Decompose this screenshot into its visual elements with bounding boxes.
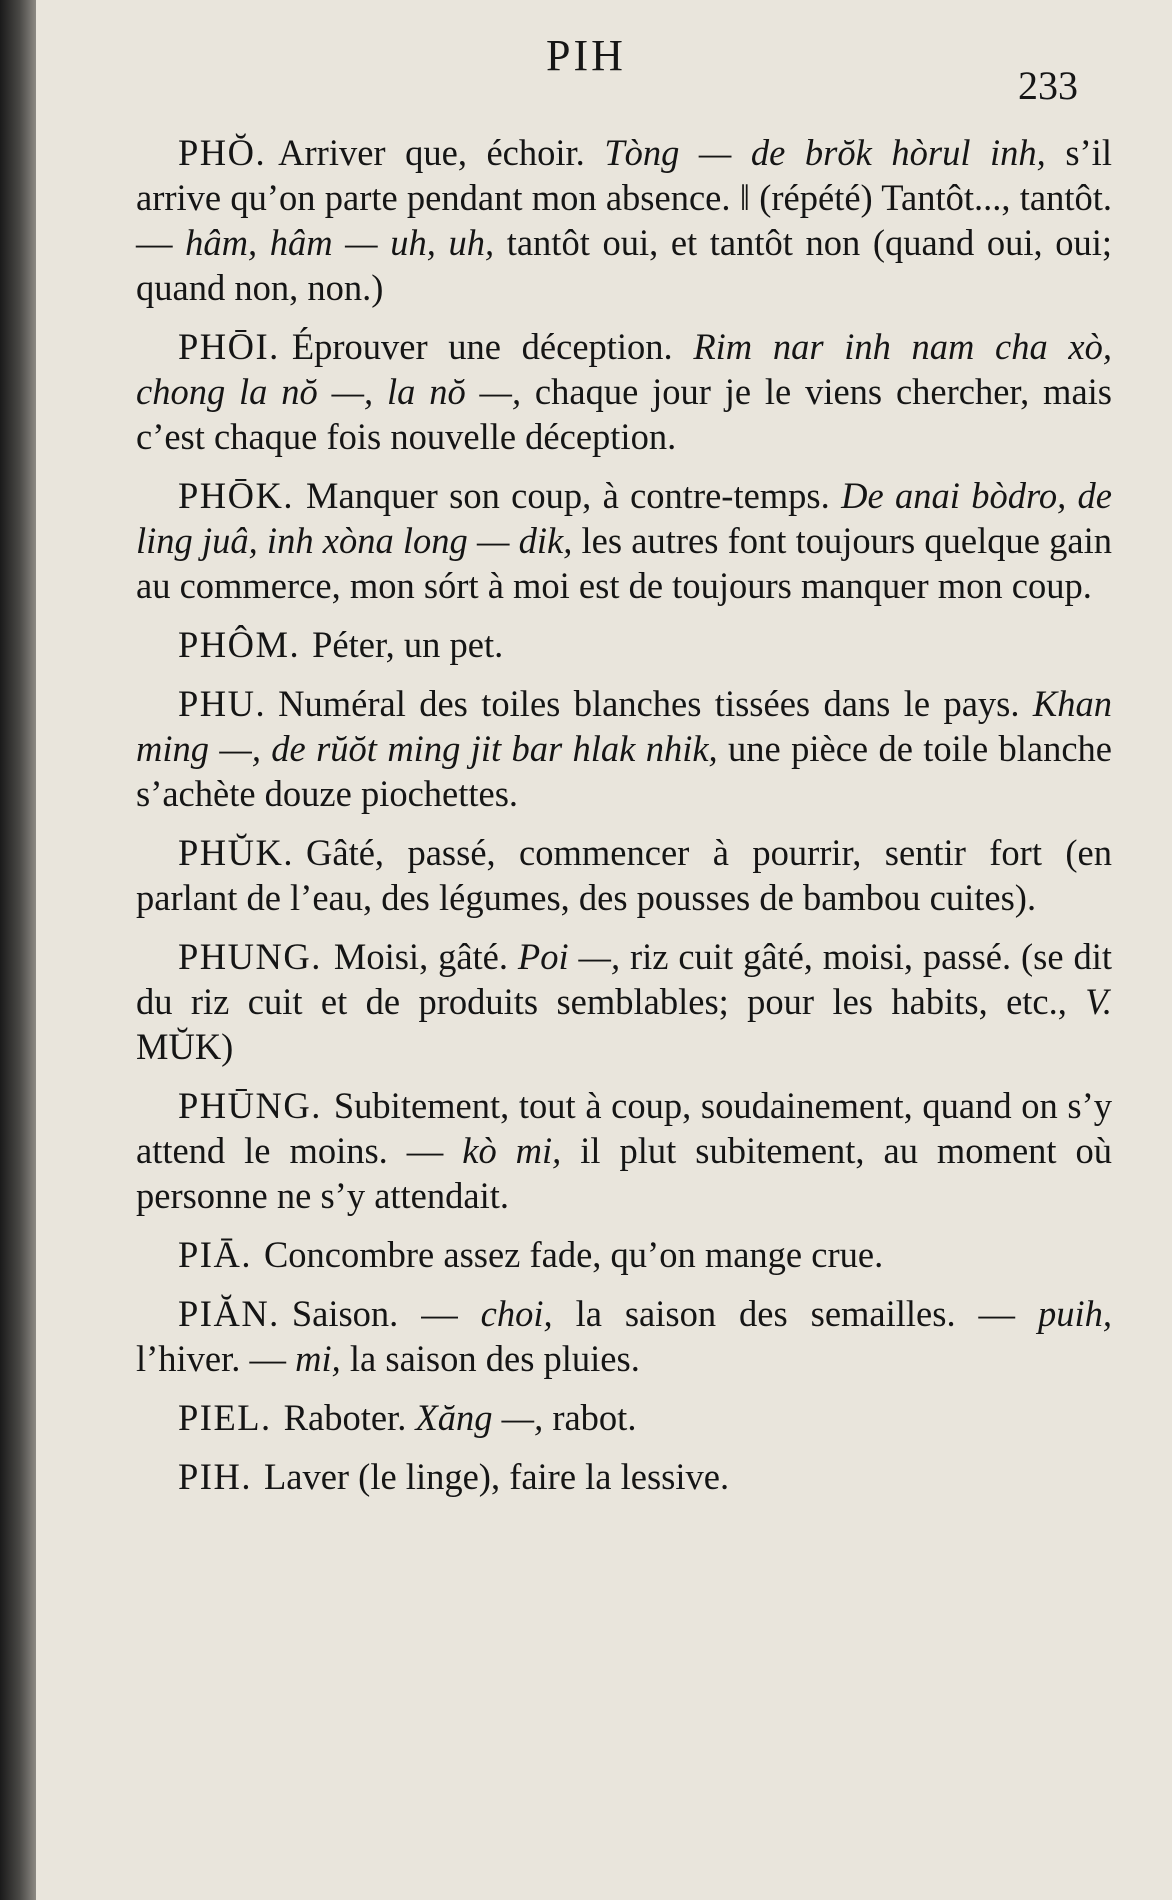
entry-headword: PHŌK. xyxy=(178,475,295,516)
entry-definition-text: chaque jour je le viens chercher, mais c’est chaque fois nouvelle déception. xyxy=(136,371,1112,457)
dictionary-entry xyxy=(136,1395,1112,1440)
dictionary-entry xyxy=(136,681,1112,816)
entry-definition-text: riz cuit gâté, moisi, passé. (se dit du riz cuit et de produits semblables; pour les habits, etc., xyxy=(136,936,1112,1022)
entry-definition-text: Moisi, gâté. xyxy=(333,936,518,977)
entry-definition-text: MŬK) xyxy=(136,1026,234,1067)
entry-definition-text: une pièce de toile blanche s’achète douze piochettes. xyxy=(136,728,1112,814)
entry-headword: PHU. xyxy=(178,683,267,724)
entry-headword: PHŬK. xyxy=(178,832,295,873)
entry-definition-text: la saison des semailles. — xyxy=(552,1293,1038,1334)
entry-headword: PIH. xyxy=(178,1456,252,1497)
dictionary-entry xyxy=(136,1083,1112,1218)
dictionary-entry xyxy=(136,473,1112,608)
entry-list xyxy=(136,130,1112,1513)
entry-example-text: kò mi, xyxy=(462,1130,562,1171)
entry-headword: PHŎ. xyxy=(178,132,267,173)
entry-example-text: mi, xyxy=(295,1338,341,1379)
entry-example-text: Tòng — de brŏk hòrul inh, xyxy=(604,132,1046,173)
entry-definition-text: Numéral des toiles blanches tissées dans le pays. xyxy=(278,683,1033,724)
book-gutter xyxy=(0,0,36,1900)
entry-example-text: De anai bòdro, de ling juâ, inh xòna long — dik, xyxy=(136,475,1112,561)
entry-headword: PHŌI. xyxy=(178,326,280,367)
entry-definition-text: Arriver que, échoir. xyxy=(278,132,605,173)
entry-example-text: Poi —, xyxy=(517,936,621,977)
entry-headword: PHÔM. xyxy=(178,624,301,665)
entry-example-text: Xăng —, xyxy=(415,1397,544,1438)
dictionary-entry xyxy=(136,1454,1112,1499)
entry-definition-text: Raboter. xyxy=(283,1397,416,1438)
entry-headword: PHŪNG. xyxy=(178,1085,322,1126)
entry-definition-text: l’hiver. — xyxy=(136,1338,296,1379)
entry-definition-text: Subitement, tout à coup, soudainement, quand on s’y attend le moins. — xyxy=(136,1085,1112,1171)
entry-example-text: Rim nar inh nam cha xò, chong la nŏ —, la nŏ —, xyxy=(136,326,1113,412)
running-header: PIH xyxy=(546,31,626,80)
dictionary-entry xyxy=(136,1291,1112,1381)
entry-definition-text: Péter, un pet. xyxy=(312,624,504,665)
entry-definition-text: Gâté, passé, commencer à pourrir, sentir fort (en parlant de l’eau, des légumes, des pousses de bambou cuites). xyxy=(136,832,1112,918)
entry-definition-text: Saison. — xyxy=(291,1293,481,1334)
entry-definition-text: Manquer son coup, à contre-temps. xyxy=(306,475,842,516)
dictionary-entry xyxy=(136,830,1112,920)
dictionary-page xyxy=(36,0,1172,1900)
entry-headword: PIĂN. xyxy=(178,1293,280,1334)
entry-definition-text: il plut subitement, au moment où personne ne s’y attendait. xyxy=(136,1130,1113,1216)
entry-definition-text: tantôt oui, et tantôt non (quand oui, oui; quand non, non.) xyxy=(136,222,1112,308)
entry-example-text: puih, xyxy=(1037,1293,1112,1334)
entry-definition-text: rabot. xyxy=(543,1397,637,1438)
dictionary-entry xyxy=(136,130,1112,310)
entry-definition-text: Laver (le linge), faire la lessive. xyxy=(263,1456,730,1497)
entry-definition-text: la saison des pluies. xyxy=(340,1338,640,1379)
entry-example-text: choi, xyxy=(480,1293,553,1334)
entry-example-text: Khan ming —, de rŭŏt ming jit bar hlak nhik, xyxy=(136,683,1112,769)
dictionary-entry xyxy=(136,934,1112,1069)
entry-definition-text: Concombre assez fade, qu’on mange crue. xyxy=(263,1234,884,1275)
dictionary-entry xyxy=(136,1232,1112,1277)
entry-definition-text: les autres font toujours quelque gain au commerce, mon sórt à moi est de toujours manquer mon coup. xyxy=(136,520,1112,606)
entry-definition-text: s’il arrive qu’on parte pendant mon absence. ‖ (répété) Tantôt..., tantôt. — xyxy=(136,132,1112,263)
dictionary-entry xyxy=(136,324,1112,459)
page-number: 233 xyxy=(1018,63,1078,108)
dictionary-entry xyxy=(136,622,1112,667)
entry-definition-text: Éprouver une déception. xyxy=(291,326,694,367)
entry-headword: PIEL. xyxy=(178,1397,272,1438)
entry-example-text: hâm, hâm — uh, uh, xyxy=(185,222,495,263)
entry-headword: PIĀ. xyxy=(178,1234,252,1275)
entry-headword: PHUNG. xyxy=(178,936,322,977)
entry-example-text: V. xyxy=(1085,981,1112,1022)
